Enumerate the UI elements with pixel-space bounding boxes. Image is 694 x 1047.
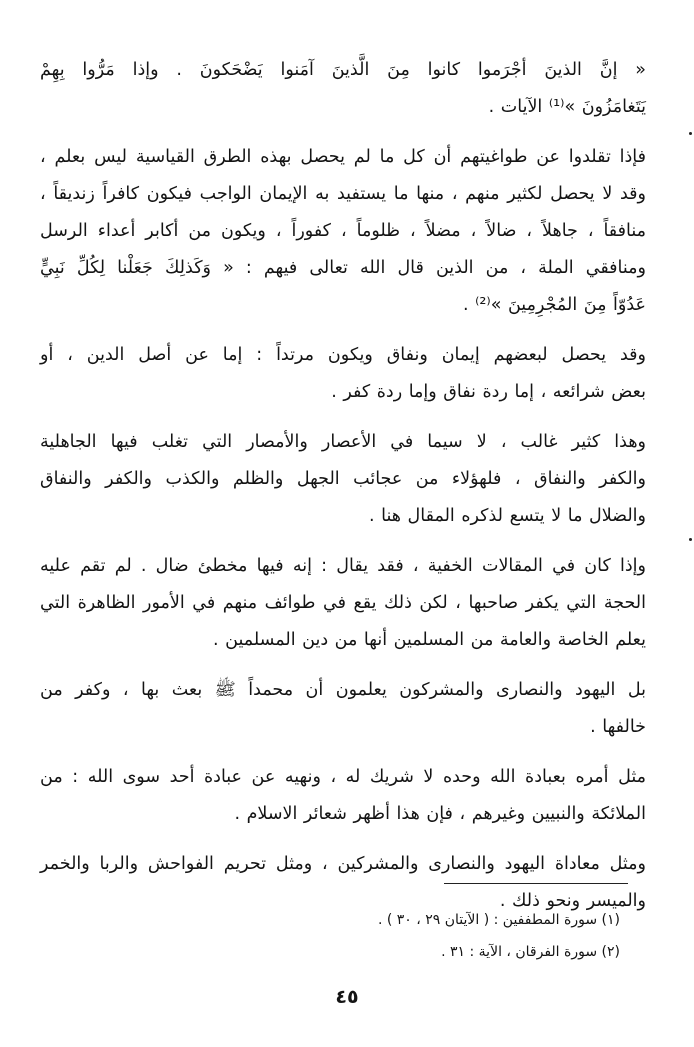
text-line: بعض شرائعه ، إما ردة نفاق وإما ردة كفر . [331,382,646,402]
text-line: يَتَغامَزُونَ »⁽¹⁾ الآيات . [488,97,646,117]
paragraph-6 [40,672,646,746]
paragraph-2 [40,139,646,324]
text-line: وقد لا يحصل لكثير منهم ، منها ما يستفيد به الإيمان الواجب فيكون كافراً زنديقاً ، [40,184,646,204]
text-line: عَدُوّاً مِنَ المُجْرِمِينَ »⁽²⁾ . [462,295,646,315]
main-text [40,52,646,933]
text-line: بل اليهود والنصارى والمشركون يعلمون أن محمداً ﷺ بعث بها ، وكفر من [40,680,646,700]
text-line: « إنَّ الذينَ أجْرَموا كانوا مِنَ الَّذينَ آمَنوا يَضْحَكونَ . وإذا مَرُّوا بِهِمْ [40,60,646,80]
paragraph-3 [40,337,646,411]
margin-mark [689,132,692,135]
text-line: والميسر ونحو ذلك . [499,891,646,911]
text-line: والكفر والنفاق ، فلهؤلاء من عجائب الجهل والظلم والكذب والكفر والنفاق [40,469,646,489]
paragraph-1 [40,52,646,126]
paragraph-4 [40,424,646,535]
footnote-1: (١) سورة المطففين : ( الآيتان ٢٩ ، ٣٠ ) . [377,912,620,928]
text-line: فإذا تقلدوا عن طواغيتهم أن كل ما لم يحصل بهذه الطرق القياسية ليس بعلم ، [40,147,646,167]
footnote-2: (٢) سورة الفرقان ، الآية : ٣١ . [441,944,620,960]
text-line: وهذا كثير غالب ، لا سيما في الأعصار والأمصار التي تغلب فيها الجاهلية [40,432,646,452]
text-line: وقد يحصل لبعضهم إيمان ونفاق ويكون مرتداً : إما عن أصل الدين ، أو [40,345,646,365]
text-line: وإذا كان في المقالات الخفية ، فقد يقال : إنه فيها مخطئ ضال . لم تقم عليه [40,556,646,576]
margin-mark [689,538,692,541]
paragraph-5 [40,548,646,659]
footnotes [300,904,620,968]
text-line: ومثل معاداة اليهود والنصارى والمشركين ، ومثل تحريم الفواحش والربا والخمر [40,854,646,874]
text-line: خالفها . [590,717,646,737]
page-number: ٤٥ [335,986,359,1008]
text-line: منافقاً ، جاهلاً ، ضالاً ، مضلاً ، ظلوماً ، كفوراً ، ويكون من أكابر أعداء الرسل [40,221,646,241]
footnote-separator [444,883,628,884]
text-line: والضلال ما لا يتسع لذكره المقال هنا . [369,506,646,526]
text-line: يعلم الخاصة والعامة من المسلمين أنها من دين المسلمين . [213,630,646,650]
text-line: الحجة التي يكفر صاحبها ، لكن ذلك يقع في طوائف منهم في الأمور الظاهرة التي [40,593,646,613]
paragraph-7 [40,759,646,833]
text-line: مثل أمره بعبادة الله وحده لا شريك له ، ونهيه عن عبادة أحد سوى الله : من [40,767,646,787]
text-line: ومنافقي الملة ، من الذين قال الله تعالى فيهم : « وَكَذلِكَ جَعَلْنا لِكُلِّ نَبِيٍّ [40,258,646,278]
text-line: الملائكة والنبيين وغيرهم ، فإن هذا أظهر شعائر الاسلام . [234,804,646,824]
